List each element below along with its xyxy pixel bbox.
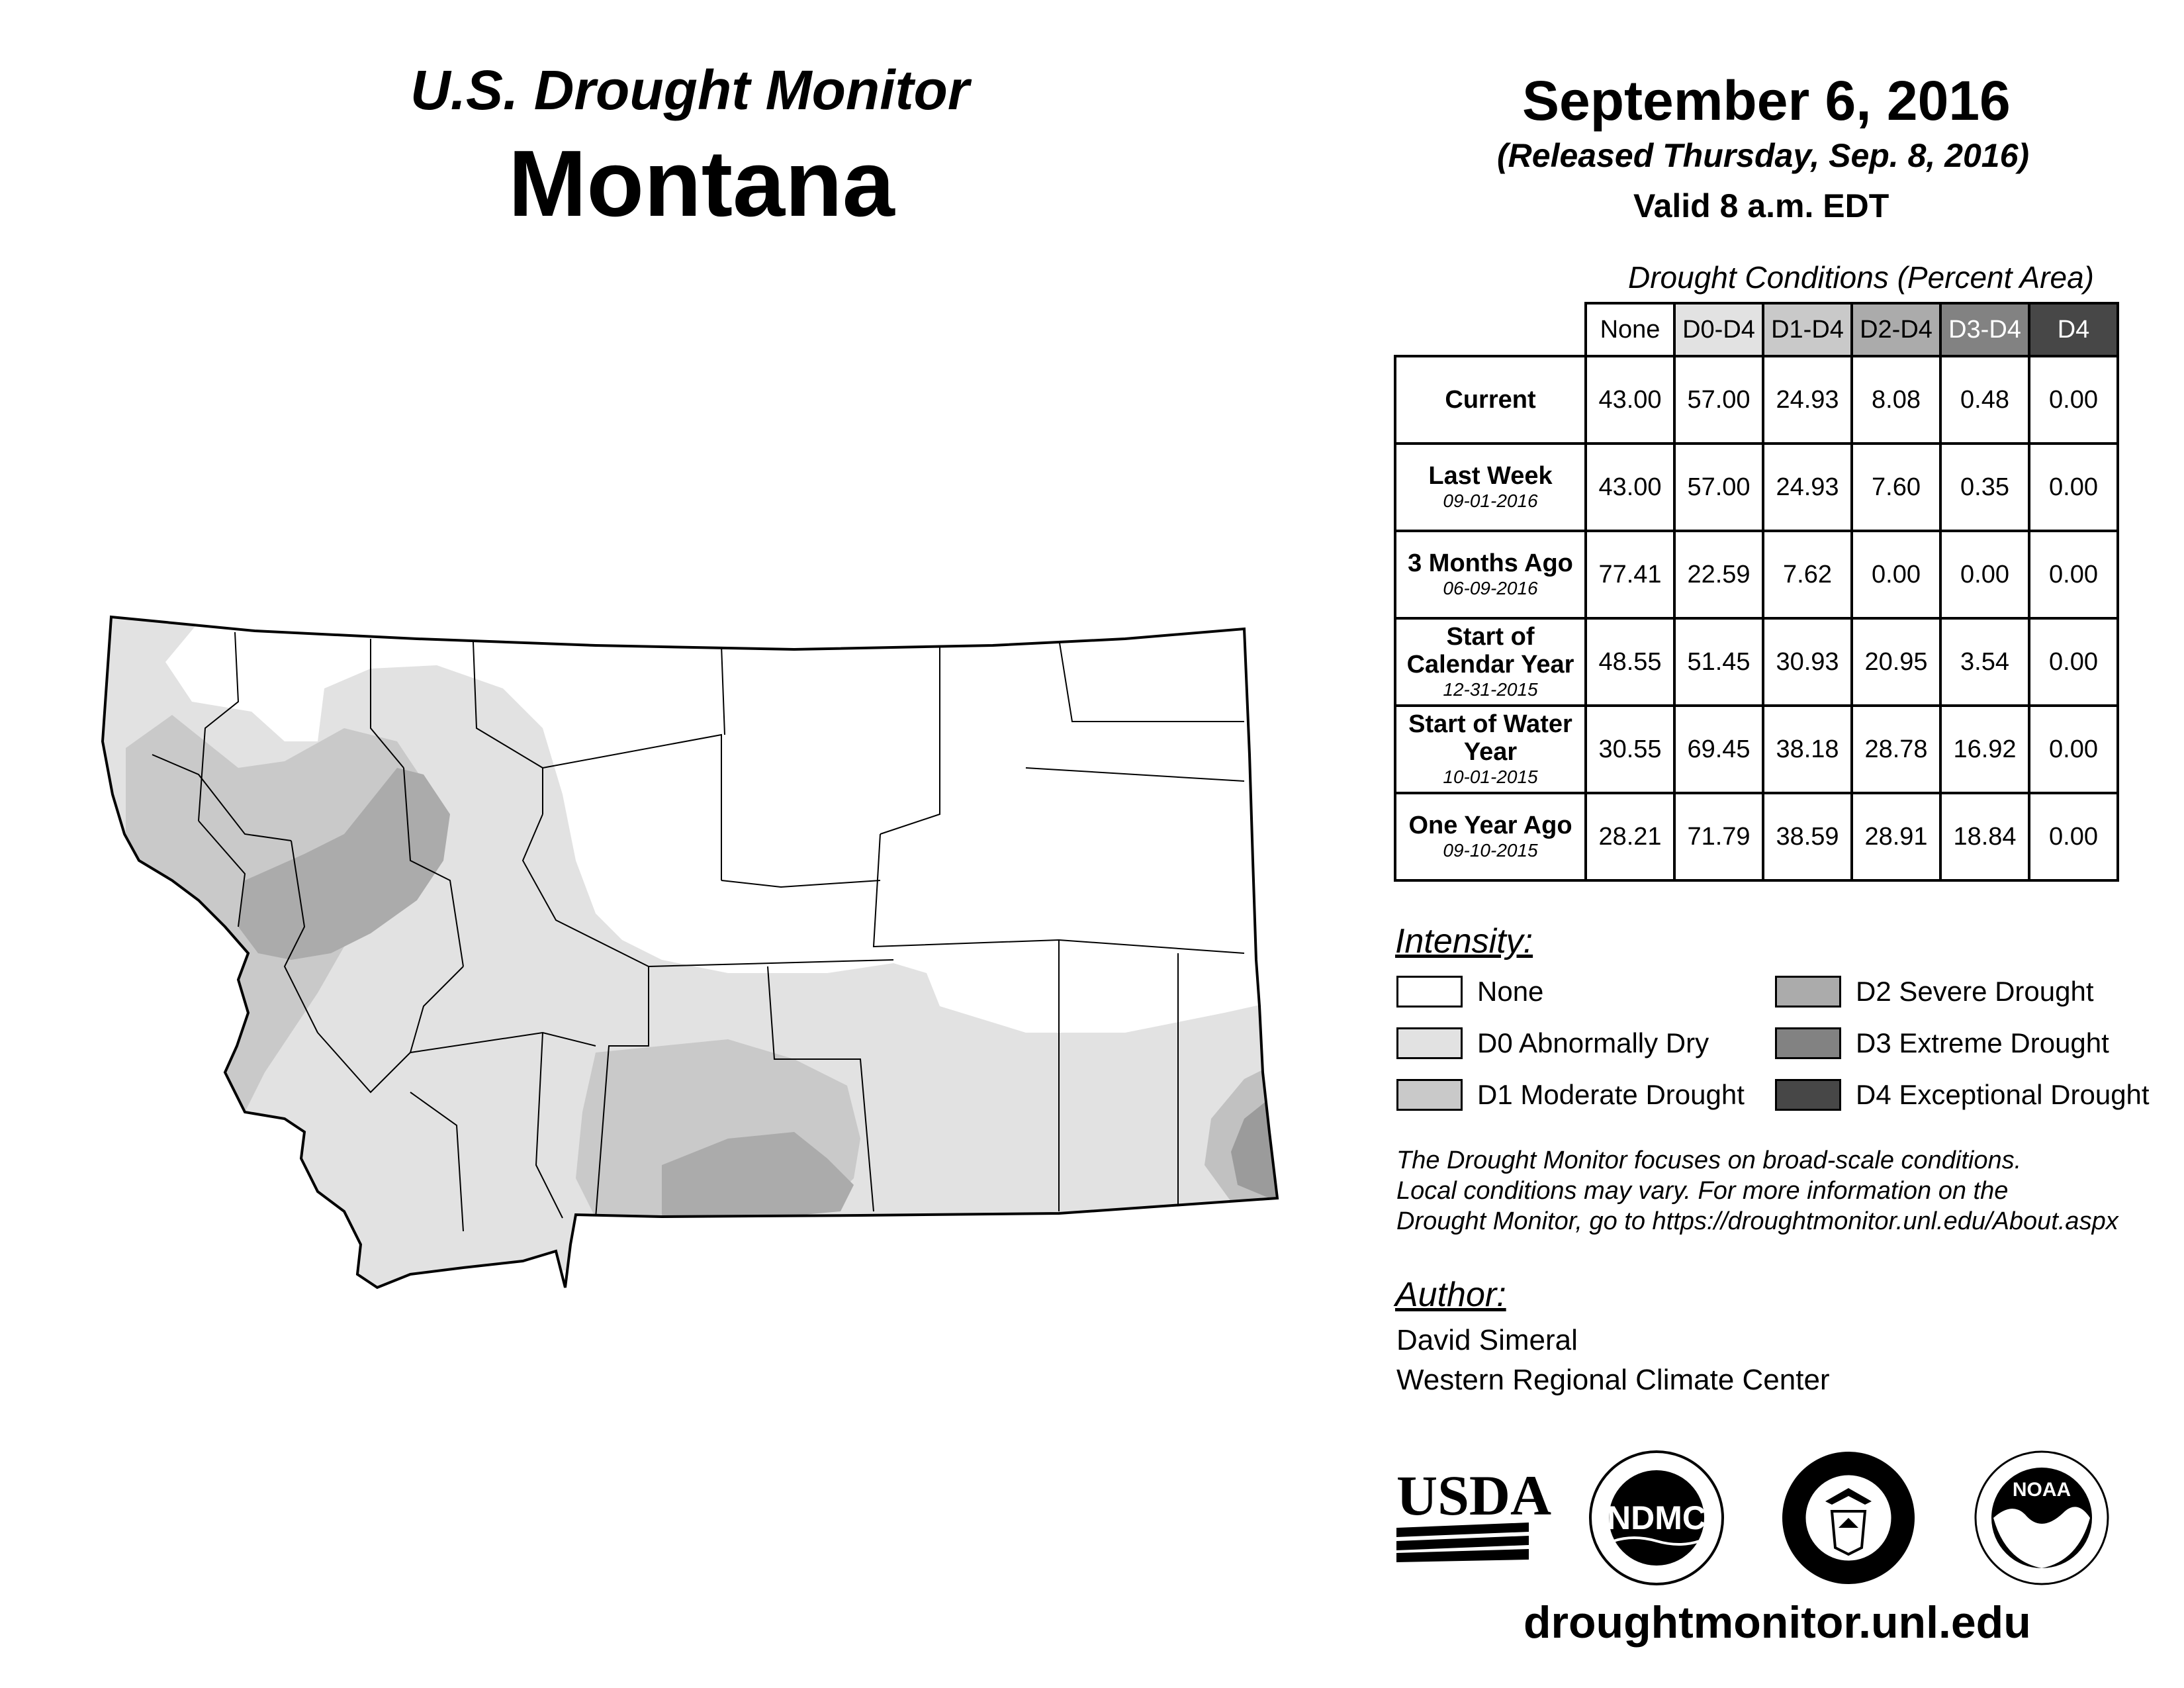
website-link[interactable]: droughtmonitor.unl.edu [1524,1597,2031,1648]
legend-label: D2 Severe Drought [1856,976,2094,1007]
noaa-logo-text: NOAA [2012,1479,2071,1501]
table-cell: 0.48 [1940,356,2029,444]
ndmc-logo-text: NDMC [1607,1499,1706,1536]
row-label-text: Start of Calendar Year [1406,623,1574,679]
author-name: David Simeral [1396,1324,1578,1356]
valid-time: Valid 8 a.m. EDT [1633,187,1889,224]
author-heading: Author: [1395,1276,1506,1314]
table-cell: 7.62 [1763,531,1852,618]
column-header: D0-D4 [1674,303,1763,356]
map-date: September 6, 2016 [1522,70,2011,132]
table-cell: 7.60 [1852,444,1940,531]
row-label [1395,793,1586,880]
drought-conditions-table [1394,302,2119,882]
table-cell: 20.95 [1852,618,1940,706]
table-cell: 16.92 [1940,706,2029,793]
author-organization: Western Regional Climate Center [1396,1364,1830,1396]
table-cell: 0.00 [2029,793,2118,880]
table-cell: 24.93 [1763,444,1852,531]
table-cell: 0.00 [2029,706,2118,793]
column-header: D1-D4 [1763,303,1852,356]
legend-label: D4 Exceptional Drought [1856,1079,2150,1110]
legend-label: None [1477,976,1544,1007]
table-cell: 71.79 [1674,793,1763,880]
table-corner [1395,303,1586,356]
release-date: (Released Thursday, Sep. 8, 2016) [1497,137,2030,174]
legend-swatch [1775,976,1841,1008]
table-header-row [1395,303,2118,356]
table-cell: 0.00 [1852,531,1940,618]
table-cell: 28.21 [1586,793,1674,880]
row-label [1395,444,1586,531]
usda-logo-text: USDA [1396,1464,1552,1527]
table-row [1395,444,2118,531]
table-cell: 8.08 [1852,356,1940,444]
table-row [1395,356,2118,444]
legend-swatch [1396,1027,1463,1059]
department-of-commerce-seal [1779,1448,1918,1587]
table-cell: 77.41 [1586,531,1674,618]
state-title: Montana [508,131,895,236]
column-header: D2-D4 [1852,303,1940,356]
table-cell: 28.78 [1852,706,1940,793]
table-cell: 0.00 [2029,531,2118,618]
note-line: The Drought Monitor focuses on broad-scale conditions. [1396,1147,2022,1174]
column-header: None [1586,303,1674,356]
note-line: Drought Monitor, go to https://droughtmonitor.unl.edu/About.aspx [1396,1207,2118,1235]
legend-item-d2 [1775,976,2094,1008]
row-label [1395,706,1586,793]
table-cell: 57.00 [1674,444,1763,531]
table-cell: 30.93 [1763,618,1852,706]
legend-swatch [1396,1079,1463,1111]
table-cell: 3.54 [1940,618,2029,706]
table-cell: 28.91 [1852,793,1940,880]
table-cell: 30.55 [1586,706,1674,793]
legend-title: Intensity: [1395,922,1533,961]
table-cell: 57.00 [1674,356,1763,444]
row-label-text: 3 Months Ago [1408,549,1573,577]
table-cell: 22.59 [1674,531,1763,618]
map-subtitle: U.S. Drought Monitor [410,59,970,121]
row-label-text: Start of Water Year [1408,710,1572,766]
row-label [1395,618,1586,706]
row-date: 10-01-2015 [1443,767,1538,787]
legend-label: D0 Abnormally Dry [1477,1027,1709,1058]
legend-item-d1 [1396,1079,1745,1111]
table-cell: 43.00 [1586,356,1674,444]
noaa-logo [1972,1448,2111,1587]
legend-item-none [1396,976,1543,1008]
row-date: 06-09-2016 [1443,578,1538,598]
legend-swatch [1396,976,1463,1008]
row-date: 09-01-2016 [1443,491,1538,511]
legend-item-d3 [1775,1027,2109,1059]
table-cell: 0.00 [2029,356,2118,444]
column-header: D4 [2029,303,2118,356]
legend-swatch [1775,1079,1841,1111]
row-label-text: Current [1445,386,1536,414]
table-cell: 38.59 [1763,793,1852,880]
table-cell: 69.45 [1674,706,1763,793]
table-cell: 48.55 [1586,618,1674,706]
table-cell: 24.93 [1763,356,1852,444]
row-date: 12-31-2015 [1443,679,1538,700]
table-cell: 18.84 [1940,793,2029,880]
row-label-text: One Year Ago [1408,812,1572,839]
column-header: D3-D4 [1940,303,2029,356]
table-row [1395,618,2118,706]
row-date: 09-10-2015 [1443,840,1538,861]
usda-logo [1396,1463,1552,1562]
note-line: Local conditions may vary. For more information on the [1396,1177,2009,1205]
table-cell: 0.00 [2029,618,2118,706]
row-label [1395,531,1586,618]
legend-item-d4 [1775,1079,2150,1111]
table-cell: 43.00 [1586,444,1674,531]
table-cell: 38.18 [1763,706,1852,793]
table-caption: Drought Conditions (Percent Area) [1628,260,2094,295]
ndmc-logo [1587,1448,1726,1587]
table-cell: 0.35 [1940,444,2029,531]
table-cell: 51.45 [1674,618,1763,706]
legend-item-d0 [1396,1027,1709,1059]
legend-label: D3 Extreme Drought [1856,1027,2109,1058]
table-cell: 0.00 [2029,444,2118,531]
table-row [1395,793,2118,880]
table-cell: 0.00 [1940,531,2029,618]
table-row [1395,706,2118,793]
row-label-text: Last Week [1428,462,1553,490]
row-label [1395,356,1586,444]
legend-label: D1 Moderate Drought [1477,1079,1745,1110]
disclaimer-note [1396,1145,2164,1237]
legend-swatch [1775,1027,1841,1059]
table-row [1395,531,2118,618]
